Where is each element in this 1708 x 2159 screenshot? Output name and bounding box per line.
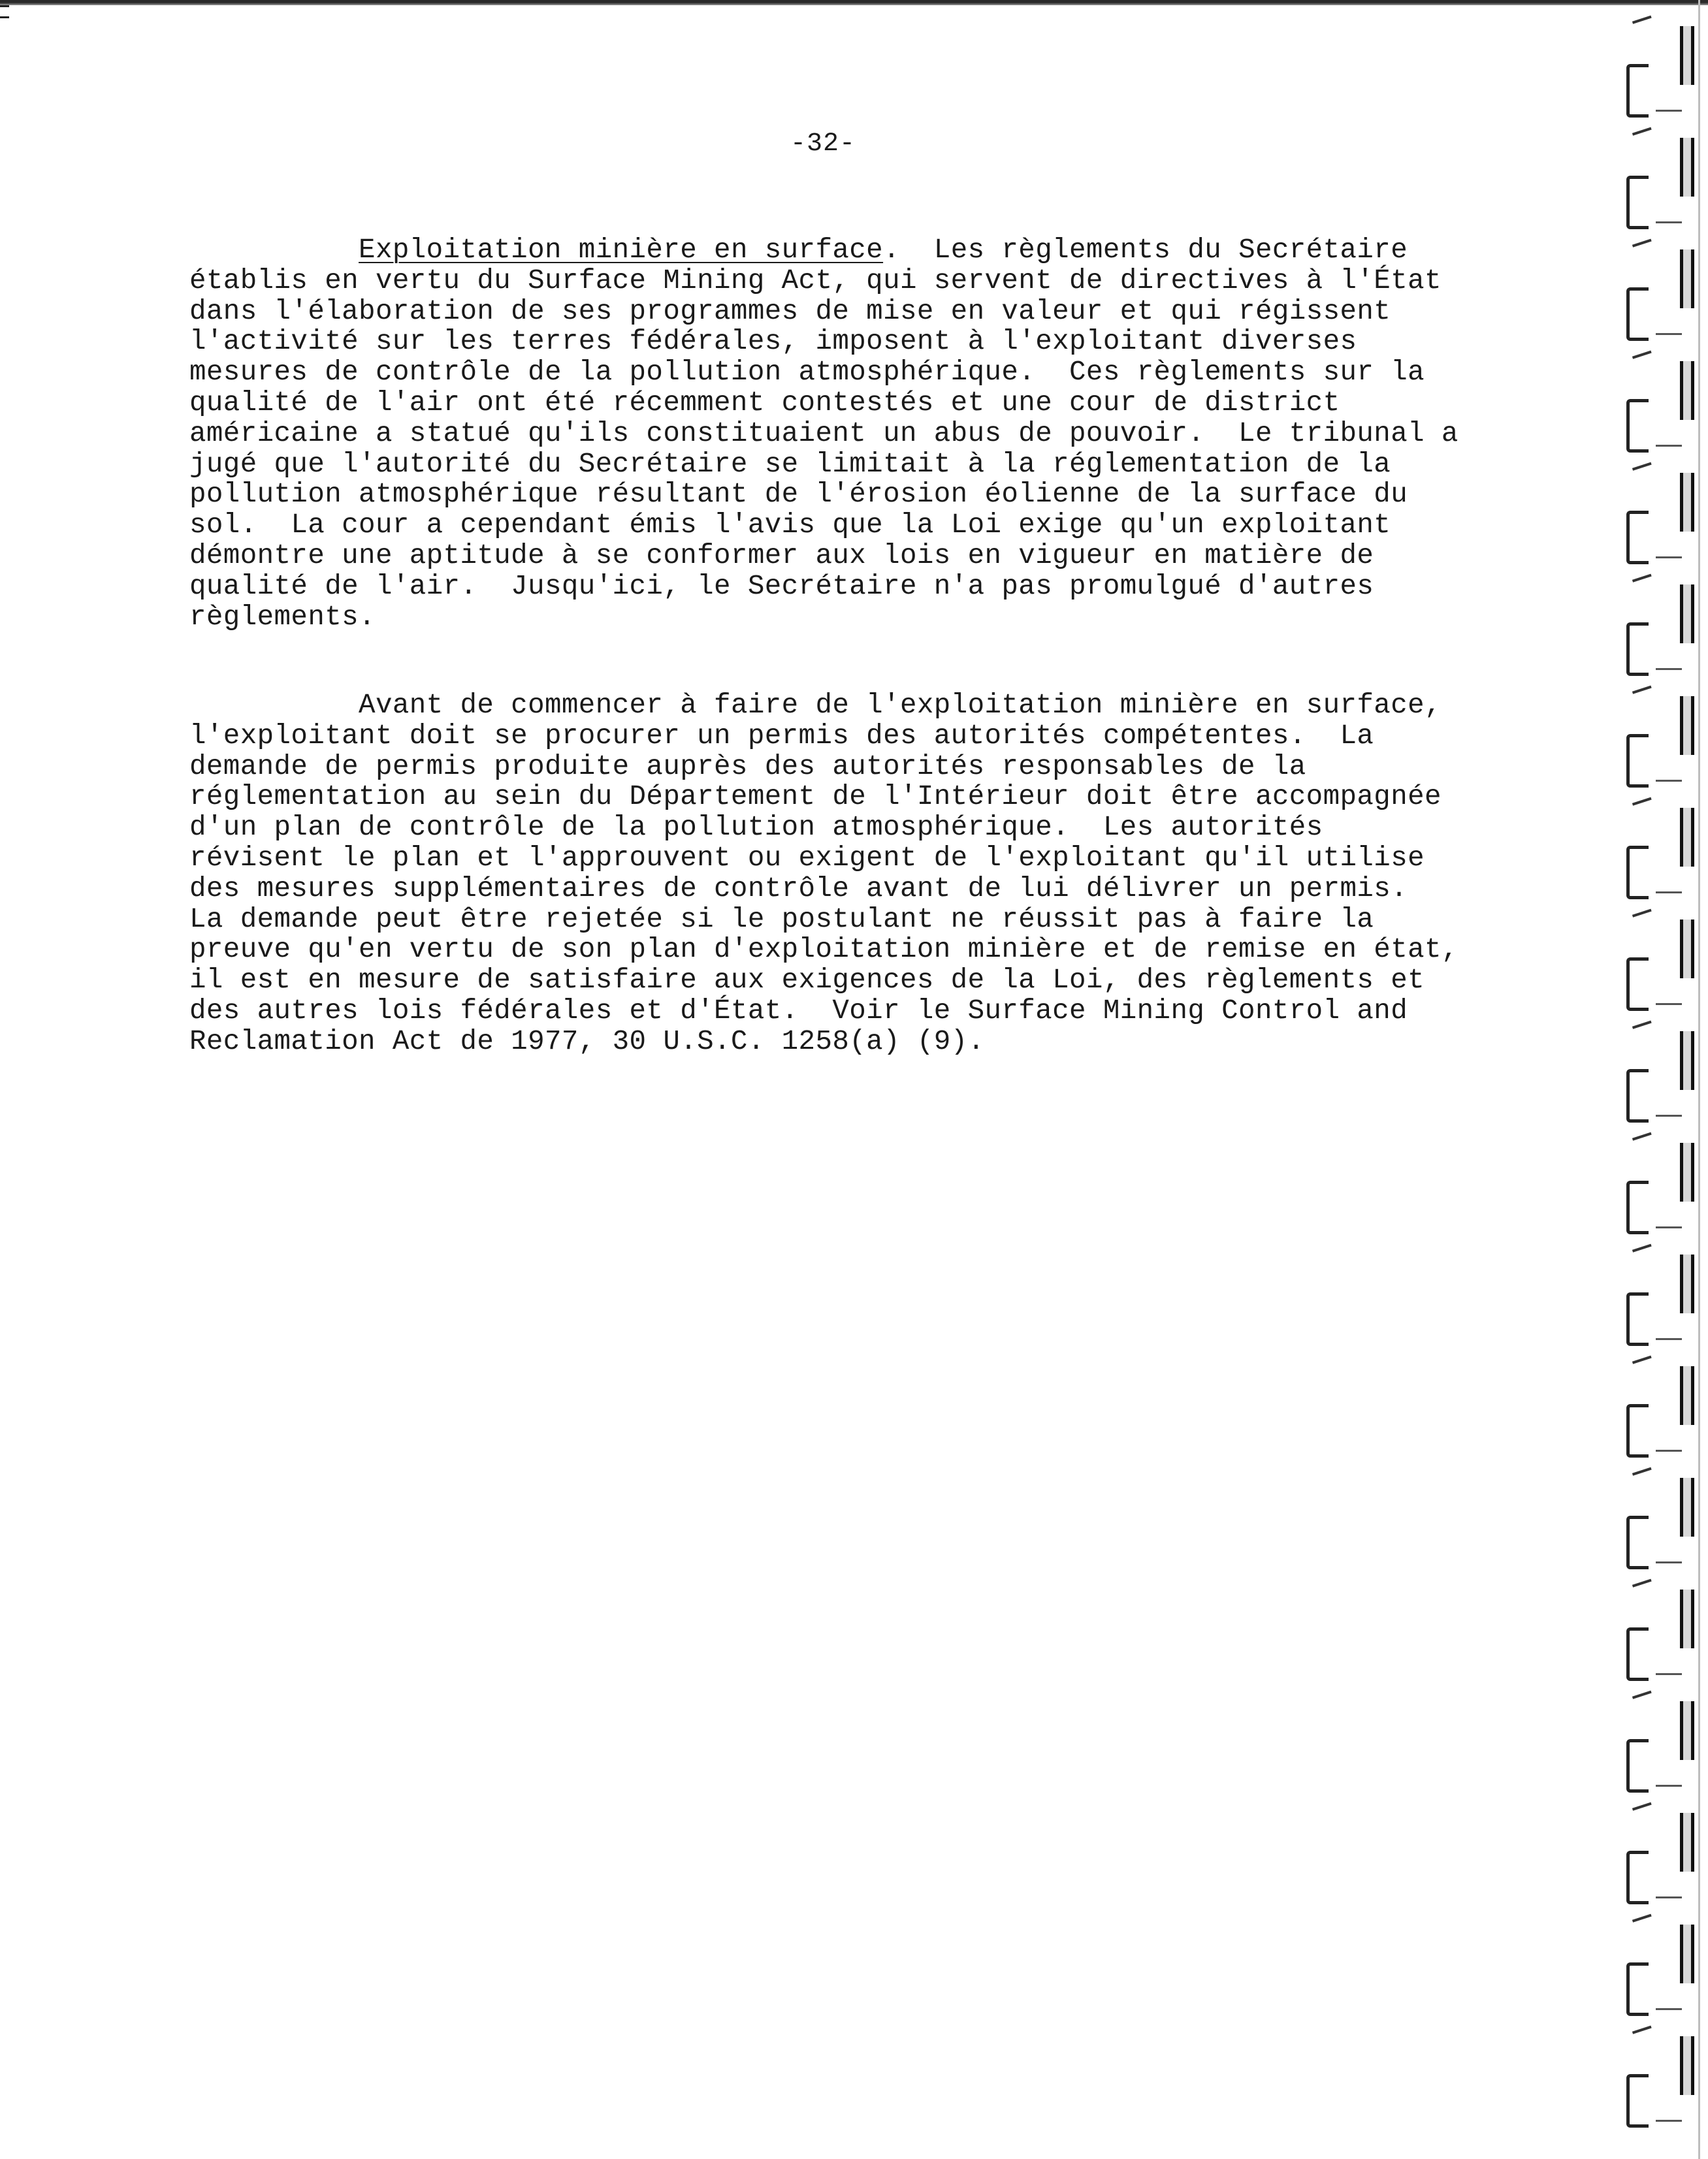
binding-hook: [1626, 1962, 1649, 2016]
binding-bar: [1680, 26, 1694, 85]
binding-hook: [1626, 1404, 1649, 1458]
binding-coil: [1620, 460, 1708, 571]
scan-edge-mark: [0, 5, 9, 18]
binding-tick: [1632, 127, 1653, 141]
binding-bar: [1680, 584, 1694, 643]
binding-coil: [1620, 125, 1708, 236]
binding-bar: [1680, 1255, 1694, 1313]
binding-bar: [1680, 1590, 1694, 1648]
binding-bar: [1680, 138, 1694, 197]
page-right-edge: [1698, 0, 1700, 2159]
binding-bar: [1680, 696, 1694, 755]
binding-tick: [1632, 1356, 1653, 1369]
binding-stub: [1656, 1673, 1682, 1675]
binding-stub: [1656, 221, 1682, 223]
binding-coil: [1620, 2023, 1708, 2135]
binding-coil: [1620, 13, 1708, 125]
binding-hook: [1626, 64, 1649, 118]
paragraph-1-line-13: règlements.: [189, 601, 376, 633]
paragraph-2-line-10: il est en mesure de satisfaire aux exigences de la Loi, des règlements et: [189, 965, 1425, 997]
binding-bar: [1680, 1478, 1694, 1537]
paragraph-2-line-8: La demande peut être rejetée si le postulant ne réussit pas à faire la: [189, 903, 1374, 935]
paragraph-2-line-12: Reclamation Act de 1977, 30 U.S.C. 1258(a) (9).: [189, 1025, 985, 1057]
binding-hook: [1626, 1292, 1649, 1346]
binding-bar: [1680, 1143, 1694, 1202]
paragraph-1-line-11: démontre une aptitude à se conformer aux lois en vigueur en matière de: [189, 539, 1374, 571]
binding-hook: [1626, 1851, 1649, 1904]
binding-tick: [1632, 574, 1653, 588]
binding-coil: [1620, 1018, 1708, 1130]
binding-hook: [1626, 2074, 1649, 2128]
binding-stub: [1656, 110, 1682, 112]
binding-stub: [1656, 668, 1682, 670]
binding-hook: [1626, 399, 1649, 453]
binding-stub: [1656, 780, 1682, 782]
paragraph-2-line-1: Avant de commencer à faire de l'exploitation minière en surface,: [359, 690, 1442, 721]
paragraph-1-line-12: qualité de l'air. Jusqu'ici, le Secrétaire n'a pas promulgué d'autres: [189, 570, 1374, 602]
binding-stub: [1656, 1561, 1682, 1563]
binding-bar: [1680, 2036, 1694, 2095]
binding-tick: [1632, 1579, 1653, 1593]
paragraph-2-line-6: révisent le plan et l'approuvent ou exigent de l'exploitant qu'il utilise: [189, 842, 1425, 874]
binding-tick: [1632, 1021, 1653, 1034]
paragraph-2-line-2: l'exploitant doit se procurer un permis des autorités compétentes. La: [189, 720, 1374, 752]
binding-bar: [1680, 808, 1694, 867]
binding-bar: [1680, 1031, 1694, 1090]
binding-bar: [1680, 1366, 1694, 1425]
binding-stub: [1656, 556, 1682, 558]
paragraph-2-line-3: demande de permis produite auprès des autorités responsables de la: [189, 750, 1306, 782]
binding-tick: [1632, 686, 1653, 699]
binding-bar: [1680, 249, 1694, 308]
top-edge-shadow: [0, 0, 1708, 5]
binding-stub: [1656, 1115, 1682, 1117]
binding-hook: [1626, 1069, 1649, 1123]
binding-stub: [1656, 891, 1682, 893]
binding-tick: [1632, 1914, 1653, 1928]
binding-hook: [1626, 1739, 1649, 1793]
paragraph-permit: [189, 690, 1458, 1057]
paragraph-1-line-10: sol. La cour a cependant émis l'avis que la Loi exige qu'un exploitant: [189, 509, 1391, 541]
paragraph-1-line-3: dans l'élaboration de ses programmes de mise en valeur et qui régissent: [189, 295, 1391, 327]
binding-coil: [1620, 1688, 1708, 1800]
binding-coil: [1620, 906, 1708, 1018]
binding-bar: [1680, 361, 1694, 420]
paragraph-1-line-8: jugé que l'autorité du Secrétaire se limitait à la réglementation de la: [189, 448, 1391, 480]
binding-coil: [1620, 1911, 1708, 2023]
binding-tick: [1632, 1132, 1653, 1146]
binding-stub: [1656, 1226, 1682, 1228]
paragraph-1-line-6: qualité de l'air ont été récemment contestés et une cour de district: [189, 387, 1340, 419]
binding-bar: [1680, 1813, 1694, 1872]
binding-coil: [1620, 1241, 1708, 1353]
binding-tick: [1632, 797, 1653, 811]
paragraph-2-line-11: des autres lois fédérales et d'État. Voir le Surface Mining Control and: [189, 995, 1408, 1027]
binding-stub: [1656, 1003, 1682, 1005]
binding-hook: [1626, 511, 1649, 564]
paragraph-surface-mining: [189, 234, 1458, 633]
binding-bar: [1680, 920, 1694, 978]
paragraph-2-line-9: preuve qu'en vertu de son plan d'exploitation minière et de remise en état,: [189, 934, 1458, 966]
binding-tick: [1632, 1467, 1653, 1481]
binding-coil: [1620, 571, 1708, 683]
binding-hook: [1626, 1181, 1649, 1234]
binding-tick: [1632, 1802, 1653, 1816]
section-heading: Exploitation minière en surface: [359, 234, 884, 266]
binding-tick: [1632, 2026, 1653, 2039]
binding-stub: [1656, 445, 1682, 447]
paragraph-1-line-1: Exploitation minière en surface. Les règlements du Secrétaire: [359, 234, 1408, 266]
binding-hook: [1626, 734, 1649, 788]
paragraph-1-line-5: mesures de contrôle de la pollution atmosphérique. Ces règlements sur la: [189, 357, 1425, 389]
binding-coil: [1620, 1353, 1708, 1465]
binding-bar: [1680, 1925, 1694, 1983]
paragraph-2-line-4: réglementation au sein du Département de l'Intérieur doit être accompagnée: [189, 781, 1442, 813]
binding-stub: [1656, 1338, 1682, 1340]
binding-hook: [1626, 176, 1649, 229]
binding-hook: [1626, 846, 1649, 899]
binding-tick: [1632, 351, 1653, 364]
binding-hook: [1626, 287, 1649, 341]
binding-stub: [1656, 2008, 1682, 2010]
binding-coil: [1620, 1465, 1708, 1576]
binding-tick: [1632, 239, 1653, 253]
binding-stub: [1656, 2120, 1682, 2122]
spiral-binding: [1620, 13, 1708, 2159]
binding-bar: [1680, 473, 1694, 532]
binding-tick: [1632, 16, 1653, 29]
paragraph-2-line-7: des mesures supplémentaires de contrôle avant de lui délivrer un permis.: [189, 872, 1408, 904]
binding-stub: [1656, 1896, 1682, 1898]
binding-hook: [1626, 957, 1649, 1011]
binding-hook: [1626, 1627, 1649, 1681]
paragraph-1-line-7: américaine a statué qu'ils constituaient un abus de pouvoir. Le tribunal a: [189, 417, 1458, 449]
binding-tick: [1632, 1244, 1653, 1258]
binding-stub: [1656, 1450, 1682, 1452]
binding-tick: [1632, 909, 1653, 923]
paragraph-2-line-5: d'un plan de contrôle de la pollution atmosphérique. Les autorités: [189, 812, 1323, 844]
paragraph-1-line-2: établis en vertu du Surface Mining Act, qui servent de directives à l'État: [189, 264, 1442, 296]
binding-coil: [1620, 1576, 1708, 1688]
binding-coil: [1620, 1800, 1708, 1911]
binding-hook: [1626, 622, 1649, 676]
binding-coil: [1620, 348, 1708, 460]
paragraph-1-line-9: pollution atmosphérique résultant de l'érosion éolienne de la surface du: [189, 479, 1408, 511]
binding-coil: [1620, 795, 1708, 906]
binding-coil: [1620, 236, 1708, 348]
binding-tick: [1632, 1691, 1653, 1704]
binding-hook: [1626, 1516, 1649, 1569]
binding-stub: [1656, 333, 1682, 335]
binding-coil: [1620, 1130, 1708, 1241]
binding-coil: [1620, 683, 1708, 795]
binding-stub: [1656, 1785, 1682, 1787]
binding-tick: [1632, 462, 1653, 476]
paragraph-1-line-4: l'activité sur les terres fédérales, imposent à l'exploitant diverses: [189, 326, 1357, 358]
binding-bar: [1680, 1701, 1694, 1760]
page-number: -32-: [790, 129, 856, 159]
